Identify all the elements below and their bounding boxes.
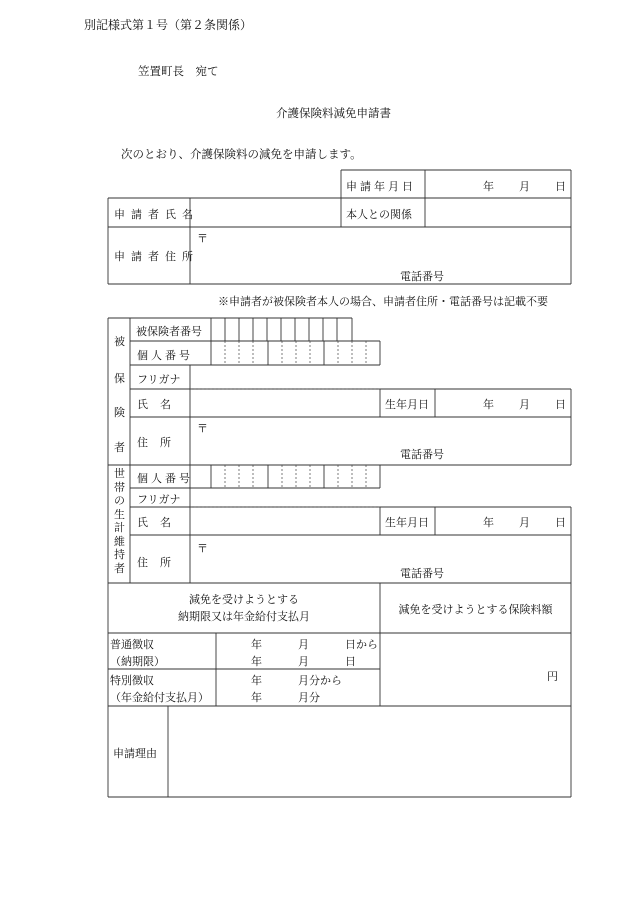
insured-address-label: 住所 <box>137 436 183 449</box>
application-date-year[interactable]: 年 <box>483 180 494 193</box>
household-char-5: 計 <box>114 521 125 534</box>
insured-birth-label: 生年月日 <box>385 398 429 411</box>
insured-personal-number-label: 個人番号 <box>137 349 193 362</box>
application-date-label: 申請年月日 <box>346 180 416 193</box>
special-from-month[interactable]: 月分から <box>298 674 342 687</box>
applicant-postal-mark: 〒 <box>197 232 208 245</box>
household-char-2: 帯 <box>114 480 125 494</box>
special-from-year[interactable]: 年 <box>251 674 262 687</box>
insured-name-label: 氏名 <box>137 398 183 411</box>
insured-address-field[interactable] <box>200 432 560 446</box>
relation-label: 本人との関係 <box>346 208 412 221</box>
insured-section-char-1: 被 <box>114 335 125 348</box>
special-collection-sublabel: （年金給付支払月） <box>110 691 209 704</box>
applicant-address-label: 申請者住所 <box>114 250 199 263</box>
amount-header: 減免を受けようとする保険料額 <box>398 603 553 616</box>
household-personal-number-label: 個人番号 <box>137 472 193 485</box>
insured-number-label: 被保険者番号 <box>136 325 202 338</box>
insured-birth-month[interactable]: 月 <box>519 398 530 411</box>
household-name-field[interactable] <box>200 512 370 530</box>
normal-to-year[interactable]: 年 <box>251 655 262 668</box>
household-char-4: 生 <box>114 507 125 521</box>
normal-from-month[interactable]: 月 <box>298 638 309 651</box>
form-number: 別記様式第１号（第２条関係） <box>84 18 253 32</box>
note-text: ※申請者が被保険者本人の場合、申請者住所・電話番号は記載不要 <box>218 295 548 308</box>
reason-field[interactable] <box>174 712 564 792</box>
intro-text: 次のとおり、介護保険料の減免を申請します。 <box>121 147 362 161</box>
yen-unit: 円 <box>547 670 558 683</box>
insured-furigana-label: フリガナ <box>137 373 181 386</box>
household-birth-label: 生年月日 <box>385 516 429 529</box>
applicant-name-label: 申請者氏名 <box>114 208 199 221</box>
period-header-line1: 減免を受けようとする <box>189 593 299 606</box>
insured-birth-year[interactable]: 年 <box>483 398 494 411</box>
household-section-label <box>114 467 125 575</box>
normal-from-year[interactable]: 年 <box>251 638 262 651</box>
relation-field[interactable] <box>430 202 565 222</box>
addressee: 笠置町長 宛て <box>138 64 219 78</box>
special-to-year[interactable]: 年 <box>251 691 262 704</box>
insured-section-char-3: 険 <box>114 406 125 419</box>
household-birth-month[interactable]: 月 <box>519 516 530 529</box>
insured-furigana-field[interactable] <box>200 370 370 386</box>
household-name-label: 氏名 <box>137 516 183 529</box>
household-birth-day[interactable]: 日 <box>555 516 566 529</box>
household-char-8: 者 <box>114 561 125 575</box>
normal-to-month[interactable]: 月 <box>298 655 309 668</box>
insured-name-field[interactable] <box>200 394 370 412</box>
household-birth-year[interactable]: 年 <box>483 516 494 529</box>
household-char-1: 世 <box>114 467 125 480</box>
household-furigana-label: フリガナ <box>137 493 181 506</box>
applicant-name-field[interactable] <box>200 202 335 222</box>
insured-birth-day[interactable]: 日 <box>555 398 566 411</box>
insured-section-char-2: 保 <box>114 372 125 385</box>
household-address-field[interactable] <box>200 552 560 564</box>
insured-phone-label: 電話番号 <box>400 448 444 461</box>
application-date-month[interactable]: 月 <box>519 180 530 193</box>
reason-label: 申請理由 <box>113 747 157 760</box>
normal-collection-sublabel: （納期限） <box>110 655 165 668</box>
period-header <box>108 591 380 625</box>
household-char-7: 持 <box>114 548 125 561</box>
normal-from-day[interactable]: 日から <box>345 638 378 651</box>
amount-field[interactable] <box>390 650 540 690</box>
household-phone-label: 電話番号 <box>400 567 444 580</box>
household-address-label: 住所 <box>137 556 183 569</box>
household-furigana-field[interactable] <box>200 490 370 504</box>
special-collection-label: 特別徴収 <box>110 674 154 687</box>
household-char-3: の <box>114 494 125 507</box>
special-to-month[interactable]: 月分 <box>298 691 320 704</box>
insured-section-char-4: 者 <box>114 441 125 454</box>
insured-postal-mark: 〒 <box>197 422 208 435</box>
application-date-day[interactable]: 日 <box>555 180 566 193</box>
page-title: 介護保険料減免申請書 <box>276 106 391 120</box>
normal-collection-label: 普通徴収 <box>110 638 154 651</box>
applicant-address-field[interactable] <box>200 244 560 260</box>
household-postal-mark: 〒 <box>197 542 208 555</box>
household-char-6: 維 <box>114 534 125 548</box>
normal-to-day[interactable]: 日 <box>345 655 356 668</box>
period-header-line2: 納期限又は年金給付支払月 <box>178 610 310 623</box>
applicant-phone-label: 電話番号 <box>400 270 444 283</box>
